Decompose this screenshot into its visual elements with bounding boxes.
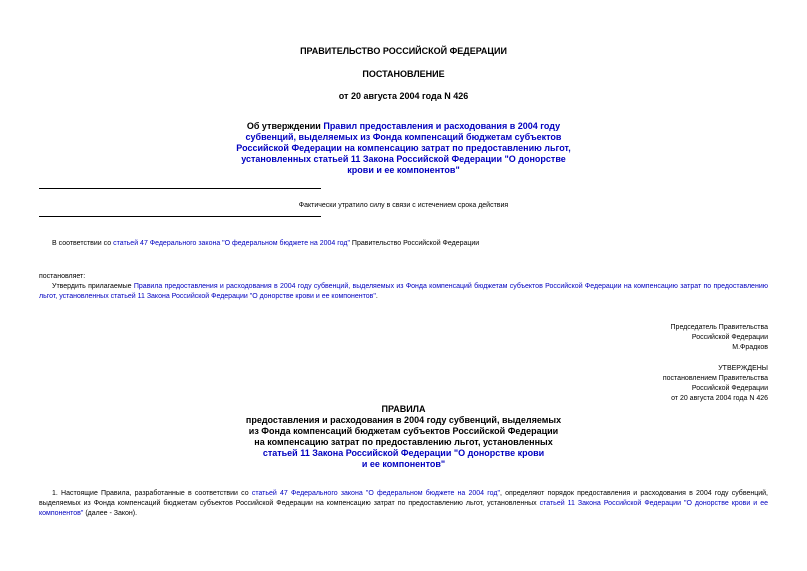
status-note: Фактически утратило силу в связи с истечением срока действия — [298, 202, 509, 209]
signature-position: Председатель Правительства — [670, 324, 768, 331]
document-date-number: от 20 августа 2004 года N 426 — [338, 91, 469, 101]
title-link-line-2[interactable]: субвенций, выделяемых из Фонда компенсаций бюджетам субъектов — [245, 132, 562, 142]
preamble-prefix: В соответствии со — [52, 240, 114, 247]
approval-by: постановлением Правительства — [662, 375, 768, 382]
title-link-line-3[interactable]: Российской Федерации на компенсацию затрат по предоставлению льгот, — [236, 143, 571, 153]
government-heading: ПРАВИТЕЛЬСТВО РОССИЙСКОЙ ФЕДЕРАЦИИ — [300, 46, 507, 56]
signature-org: Российской Федерации — [691, 334, 768, 341]
clause-1-middle: , определяют порядок предоставления и расходования в 2004 году субвенций, выделяемых из Фонда компенсаций бюджетам субъектов Российской Федерации на компенсацию затрат по предоставлению льгот, установленных — [39, 490, 768, 507]
approve-prefix: Утвердить прилагаемые — [52, 283, 134, 290]
clause-1-donor-law-link[interactable]: статьей 11 Закона Российской Федерации "О донорстве крови и ее компонентов" — [39, 500, 768, 517]
rules-title-link-line-5[interactable]: статьей 11 Закона Российской Федерации "О донорстве крови — [262, 448, 545, 458]
document-type-heading: ПОСТАНОВЛЕНИЕ — [362, 69, 445, 79]
clause-1-budget-law-link[interactable]: статьей 47 Федерального закона "О федеральном бюджете на 2004 год" — [251, 490, 500, 497]
decrees-word: постановляет: — [39, 273, 86, 280]
divider-bottom — [39, 216, 321, 217]
preamble-law-link[interactable]: статьей 47 Федерального закона "О федеральном бюджете на 2004 год" — [113, 240, 350, 247]
clause-1-suffix: (далее - Закон). — [83, 510, 138, 517]
rules-title-line-2: предоставления и расходования в 2004 году субвенций, выделяемых — [245, 415, 562, 425]
approval-block — [663, 364, 768, 404]
title-line-1 — [0, 121, 807, 132]
title-link-line-1[interactable]: Правил предоставления и расходования в 2004 году — [323, 121, 561, 131]
clause-1-prefix: 1. Настоящие Правила, разработанные в соответствии со — [52, 490, 252, 497]
divider-top — [39, 188, 321, 189]
signature-block — [671, 323, 768, 353]
document-title — [0, 121, 807, 176]
rules-title-heading: ПРАВИЛА — [381, 404, 426, 414]
rules-title — [0, 404, 807, 470]
rules-title-line-3: из Фонда компенсаций бюджетам субъектов Российской Федерации — [248, 426, 559, 436]
clause-1-paragraph — [39, 489, 768, 519]
title-prefix: Об утверждении — [246, 121, 324, 131]
preamble-paragraph — [39, 239, 768, 249]
approve-suffix: . — [375, 293, 378, 300]
title-link-line-5[interactable]: крови и ее компонентов" — [347, 165, 460, 175]
approval-label: УТВЕРЖДЕНЫ — [718, 365, 768, 372]
signature-name: М.Фрадков — [732, 344, 768, 351]
approve-rules-link[interactable]: Правила предоставления и расходования в 2004 году субвенций, выделяемых из Фонда компенсаций бюджетам субъектов Российской Федерации на компенсацию затрат по предоставлению льгот, установленных статьей 11 Закона Российской Федерации "О донорстве крови и ее компонентов" — [39, 283, 768, 300]
rules-title-link-line-6[interactable]: и ее компонентов" — [361, 459, 446, 469]
approval-org: Российской Федерации — [691, 385, 768, 392]
approve-paragraph — [39, 282, 768, 302]
rules-title-line-4: на компенсацию затрат по предоставлению льгот, установленных — [254, 437, 553, 447]
preamble-suffix: Правительство Российской Федерации — [349, 240, 480, 247]
title-link-line-4[interactable]: установленных статьей 11 Закона Российской Федерации "О донорстве — [241, 154, 566, 164]
approval-date: от 20 августа 2004 года N 426 — [671, 395, 768, 402]
